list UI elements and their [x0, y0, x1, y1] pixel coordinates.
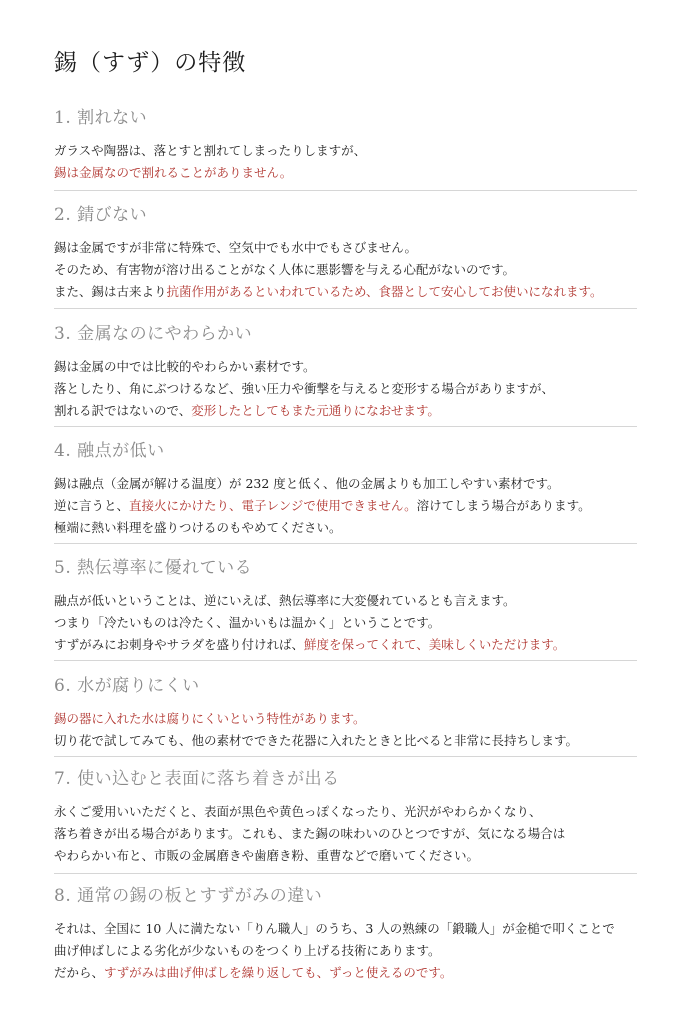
section-7 [54, 767, 637, 867]
body-line [54, 400, 637, 422]
section-body [54, 590, 637, 656]
section-3 [54, 322, 637, 422]
section-body [54, 237, 637, 303]
body-text: だから、 [54, 965, 105, 980]
section-divider [54, 308, 637, 309]
section-divider [54, 873, 637, 874]
section-heading: 8. 通常の錫の板とすずがみの違い [54, 886, 323, 906]
body-line [54, 378, 637, 400]
body-line [54, 495, 637, 517]
section-5 [54, 556, 637, 656]
highlighted-text: すずがみは曲げ伸ばしを繰り返しても、ずっと使えるのです。 [104, 965, 453, 980]
section-2 [54, 203, 637, 303]
body-text: そのため、有害物が溶け出ることがなく人体に悪影響を与える心配がないのです。 [54, 262, 516, 277]
body-line [54, 708, 637, 730]
body-text: 落ち着きが出る場合があります。これも、また錫の味わいのひとつですが、気になる場合は [54, 826, 566, 841]
body-text: 極端に熱い料理を盛りつけるのもやめてください。 [54, 520, 342, 535]
section-heading: 2. 錆びない [54, 205, 148, 225]
body-text: それは、全国に 10 人に満たない「りん職人」のうち、3 人の熟練の「鍛職人」が金槌で叩くことで [54, 921, 615, 936]
body-line [54, 356, 637, 378]
body-line [54, 801, 637, 823]
body-line [54, 237, 637, 259]
body-line [54, 140, 637, 162]
body-text: 錫は融点（金属が解ける温度）が 232 度と低く、他の金属よりも加工しやすい素材です。 [54, 476, 560, 491]
body-text: 割れる訳ではないので、 [54, 403, 192, 418]
body-text: 錫は金属の中では比較的やわらかい素材です。 [54, 359, 316, 374]
body-text: すずがみにお刺身やサラダを盛り付ければ、 [54, 637, 305, 652]
highlighted-text: 錫の器に入れた水は腐りにくいという特性があります。 [54, 711, 366, 726]
body-text: 逆に言うと、 [54, 498, 130, 513]
section-divider [54, 426, 637, 427]
section-body [54, 473, 637, 539]
body-line [54, 962, 637, 984]
section-heading: 6. 水が腐りにくい [54, 676, 200, 696]
section-heading: 4. 融点が低い [54, 441, 165, 461]
body-text: やわらかい布と、市販の金属磨きや歯磨き粉、重曹などで磨いてください。 [54, 848, 480, 863]
section-body [54, 140, 637, 184]
body-line [54, 517, 637, 539]
body-line [54, 823, 637, 845]
body-text: ガラスや陶器は、落とすと割れてしまったりしますが、 [54, 143, 367, 158]
highlighted-text: 直接火にかけたり、電子レンジで使用できません。 [129, 498, 417, 513]
section-divider [54, 660, 637, 661]
body-line [54, 730, 637, 752]
body-text: 切り花で試してみても、他の素材でできた花器に入れたときと比べると非常に長持ちします。 [54, 733, 579, 748]
body-text: 融点が低いということは、逆にいえば、熱伝導率に大変優れているとも言えます。 [54, 593, 516, 608]
section-1 [54, 106, 637, 184]
section-4 [54, 439, 637, 539]
body-line [54, 259, 637, 281]
section-6 [54, 674, 637, 752]
body-line [54, 845, 637, 867]
section-body [54, 918, 637, 984]
body-line [54, 162, 637, 184]
body-text: つまり「冷たいものは冷たく、温かいもは温かく」ということです。 [54, 615, 441, 630]
section-body [54, 708, 637, 752]
section-divider [54, 756, 637, 757]
body-text: また、錫は古来より [54, 284, 167, 299]
body-line [54, 940, 637, 962]
section-divider [54, 543, 637, 544]
body-line [54, 281, 637, 303]
section-heading: 7. 使い込むと表面に落ち着きが出る [54, 769, 340, 789]
section-heading: 1. 割れない [54, 108, 148, 128]
body-text: 曲げ伸ばしによる劣化が少ないものをつくり上げる技術にあります。 [54, 943, 441, 958]
highlighted-text: 錫は金属なので割れることがありません。 [54, 165, 293, 180]
body-line [54, 473, 637, 495]
page-title: 錫（すず）の特徴 [54, 50, 247, 76]
highlighted-text: 抗菌作用があるといわれているため、食器として安心してお使いになれます。 [166, 284, 603, 299]
body-text: 錫は金属ですが非常に特殊で、空気中でも水中でもさびません。 [54, 240, 418, 255]
section-divider [54, 190, 637, 191]
highlighted-text: 変形したとしてもまた元通りになおせます。 [191, 403, 440, 418]
body-line [54, 590, 637, 612]
highlighted-text: 鮮度を保ってくれて、美味しくいただけます。 [304, 637, 566, 652]
section-heading: 5. 熱伝導率に優れている [54, 558, 253, 578]
body-text: 溶けてしまう場合があります。 [416, 498, 591, 513]
body-line [54, 612, 637, 634]
section-body [54, 356, 637, 422]
section-body [54, 801, 637, 867]
body-text: 永くご愛用いいただくと、表面が黒色や黄色っぽくなったり、光沢がやわらかくなり、 [54, 804, 542, 819]
body-text: 落としたり、角にぶつけるなど、強い圧力や衝撃を与えると変形する場合がありますが、 [54, 381, 555, 396]
body-line [54, 634, 637, 656]
section-8 [54, 884, 637, 984]
body-line [54, 918, 637, 940]
section-heading: 3. 金属なのにやわらかい [54, 324, 253, 344]
